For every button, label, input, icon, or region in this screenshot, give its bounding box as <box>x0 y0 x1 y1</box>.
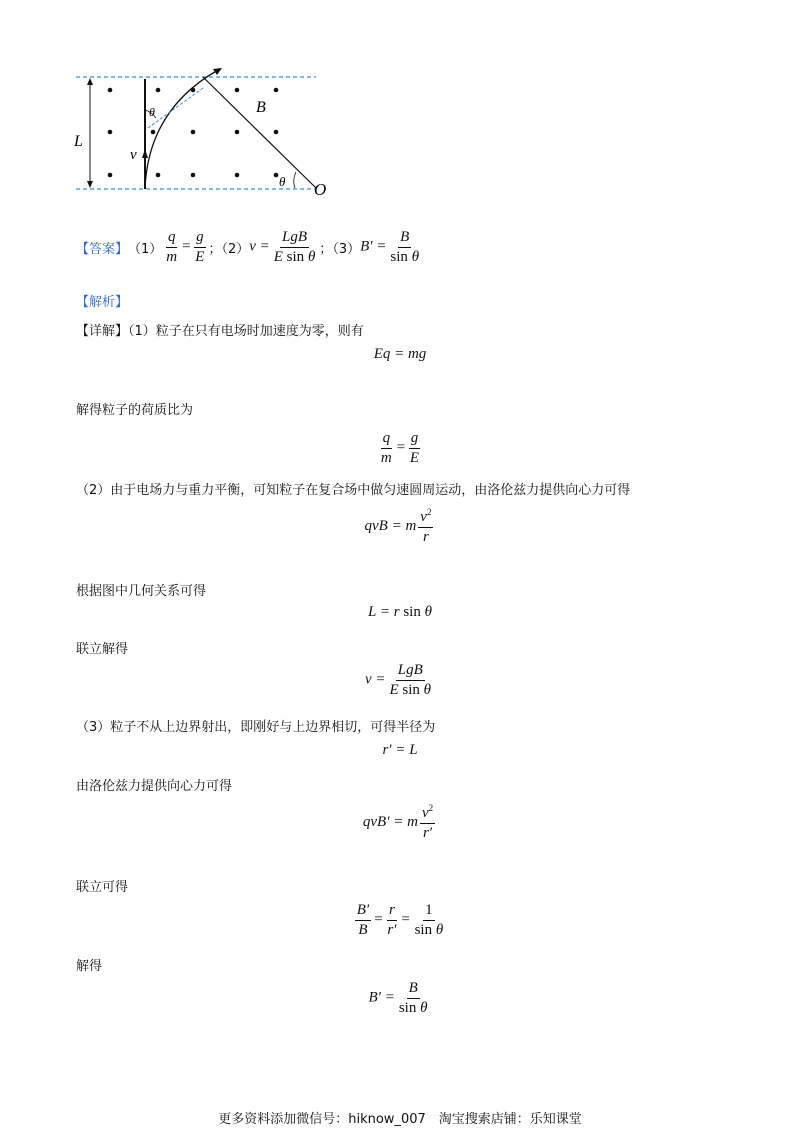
detail-line: 【详解】（1）粒子在只有电场时加速度为零，则有 <box>76 324 364 339</box>
label-theta-bottom: θ <box>279 174 286 189</box>
text-l9: 解得 <box>76 959 103 974</box>
label-v: v <box>130 147 137 163</box>
eq-velocity: v = $\frac{\text{LgB}}{\text{E sin θ}}$ <box>364 662 432 698</box>
eq-lorentz-2: qvB′ = m $\frac{v^2}{r'}$ <box>362 803 434 841</box>
trajectory-arc <box>145 70 218 189</box>
text-l2: 解得粒子的荷质比为 <box>76 403 194 418</box>
text-l5: 联立解得 <box>76 642 129 657</box>
text-l3: （2）由于电场力与重力平衡，可知粒子在复合场中做匀速圆周运动，由洛伦兹力提供向心力可得 <box>76 483 631 498</box>
answer-1-formula: $\frac{q}{m}$ = $\frac{g}{E}$ <box>166 229 205 265</box>
radius-line <box>203 77 316 188</box>
answer-3-formula: B′ = $\frac{B}{\text{sin θ}}$ <box>360 229 420 265</box>
text-l7: 由洛伦兹力提供向心力可得 <box>76 779 233 794</box>
detail-tag: 【详解】 <box>76 324 129 339</box>
label-L: L <box>74 133 83 150</box>
analysis-tag: 【解析】 <box>76 295 129 310</box>
label-B: B <box>256 99 266 116</box>
physics-diagram <box>60 60 350 210</box>
eq-charge-ratio: $\frac{q}{m}$ = $\frac{g}{E}$ <box>380 430 420 466</box>
eq-geometry: L = r sin θ <box>368 604 432 620</box>
text-l4: 根据图中几何关系可得 <box>76 584 207 599</box>
answer-line: 【答案】 （1） $\frac{q}{m}$ = $\frac{g}{E}$ ；（2） v = $\frac{\text{LgB}}{\text{E sin θ}}$ ；（3） B′ = $\frac{B}{\text{sin θ}}$ <box>76 220 423 274</box>
eq-final: B′ = $\frac{B}{\text{sin θ}}$ <box>368 980 428 1016</box>
eq-ratio: $\frac{B'}{B}$ = $\frac{r}{r'}$ = $\frac{1}{\text{sin θ}}$ <box>356 902 444 938</box>
eq-lorentz-1: qvB = m $\frac{v^2}{r}$ <box>364 507 432 545</box>
eq-radius: r′ = L <box>382 742 418 758</box>
velocity-arrow <box>142 149 148 158</box>
eq-Eq-mg: Eq = mg <box>373 346 427 362</box>
field-dots <box>108 88 279 178</box>
text-l8: 联立可得 <box>76 880 129 895</box>
answer-2-formula: v = $\frac{\text{LgB}}{\text{E sin θ}}$ <box>249 229 316 265</box>
text-l6: （3）粒子不从上边界射出，即刚好与上边界相切，可得半径为 <box>76 720 436 735</box>
label-theta-top: θ <box>149 105 155 119</box>
label-O: O <box>314 180 327 199</box>
answer-tag: 【答案】 <box>76 241 129 257</box>
footer-text: 更多资料添加微信号：hiknow_007 淘宝搜索店铺：乐知课堂 <box>218 1112 582 1127</box>
